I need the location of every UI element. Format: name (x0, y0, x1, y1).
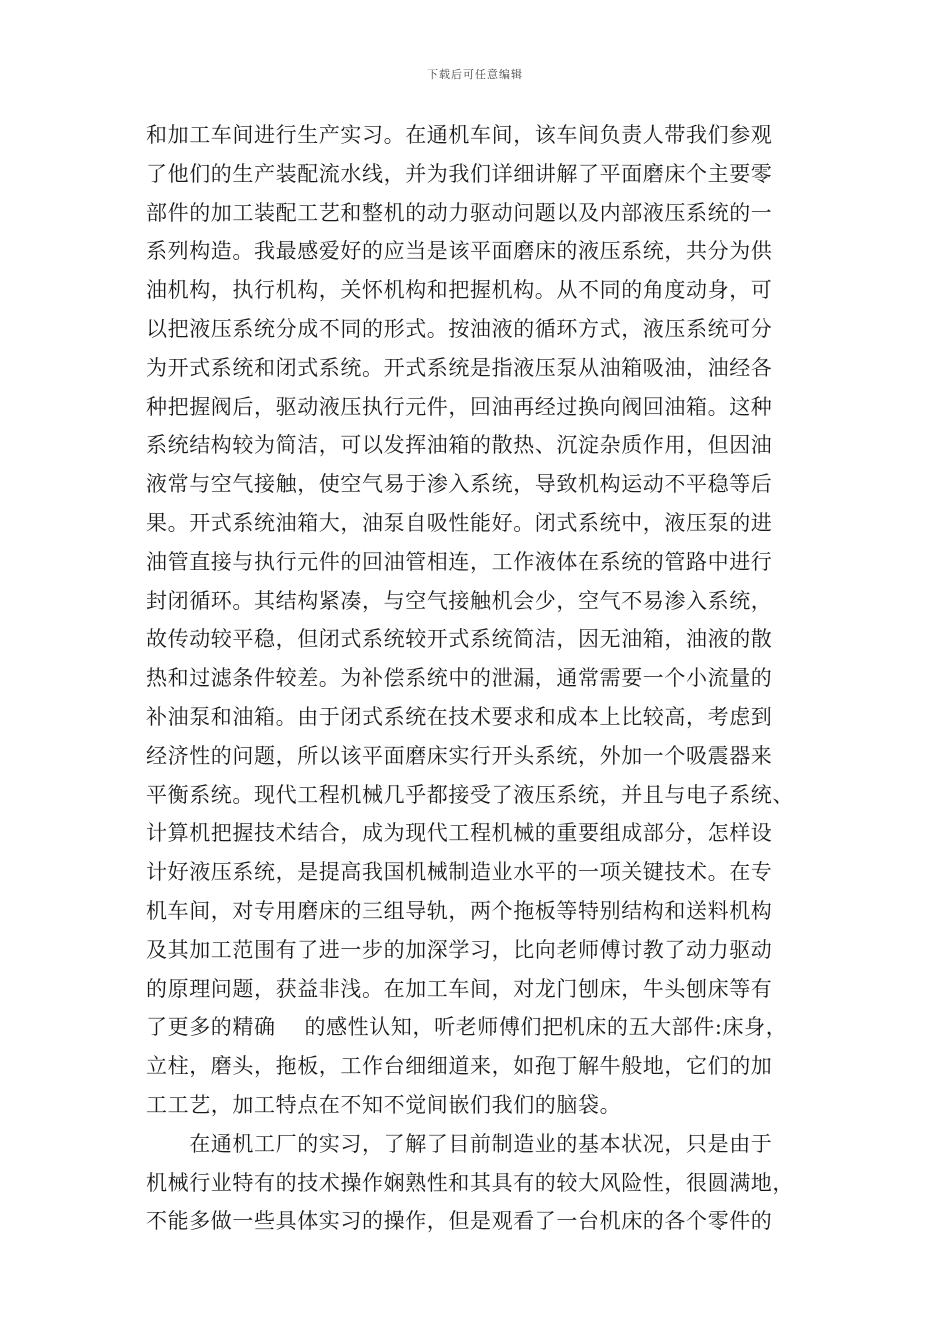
text-line: 的原理问题，获益非浅。在加工车间，对龙门刨床，牛头刨床等有 (146, 976, 773, 1001)
text-line: 系统结构较为简洁，可以发挥油箱的散热、沉淀杂质作用，但因油 (146, 433, 773, 458)
text-line: 平衡系统。现代工程机械几乎都接受了液压系统，并且与电子系统、 (146, 782, 794, 807)
text-line: 机械行业特有的技术操作娴熟性和其具有的较大风险性，很圆满地， (146, 1170, 794, 1195)
text-line: 经济性的问题，所以该平面磨床实行开头系统，外加一个吸震器来 (146, 743, 773, 768)
text-line: 在通机工厂的实习，了解了目前制造业的基本状况，只是由于 (146, 1131, 773, 1156)
text-line: 了他们的生产装配流水线，并为我们详细讲解了平面磨床个主要零 (146, 161, 773, 186)
text-line: 计算机把握技术结合，成为现代工程机械的重要组成部分，怎样设 (146, 821, 773, 846)
text-line: 液常与空气接触，使空气易于渗入系统，导致机构运动不平稳等后 (146, 472, 773, 497)
text-line: 以把液压系统分成不同的形式。按油液的循环方式，液压系统可分 (146, 316, 773, 341)
text-line: 系列构造。我最感爱好的应当是该平面磨床的液压系统，共分为供 (146, 239, 773, 264)
text-line: 油管直接与执行元件的回油管相连，工作液体在系统的管路中进行 (146, 549, 773, 574)
text-line: 不能多做一些具体实习的操作，但是观看了一台机床的各个零件的 (146, 1209, 773, 1234)
page-header: 下载后可任意编辑 (427, 68, 523, 81)
text-line: 封闭循环。其结构紧凑，与空气接触机会少，空气不易渗入系统， (146, 588, 773, 613)
text-line: 补油泵和油箱。由于闭式系统在技术要求和成本上比较高，考虑到 (146, 704, 773, 729)
text-line: 为开式系统和闭式系统。开式系统是指液压泵从油箱吸油，油经各 (146, 355, 773, 380)
text-line: 部件的加工装配工艺和整机的动力驱动问题以及内部液压系统的一 (146, 200, 773, 225)
text-line: 故传动较平稳，但闭式系统较开式系统简洁，因无油箱，油液的散 (146, 627, 773, 652)
text-line: 计好液压系统，是提高我国机械制造业水平的一项关键技术。在专 (146, 860, 773, 885)
text-line: 机车间，对专用磨床的三组导轨，两个拖板等特别结构和送料机构 (146, 898, 773, 923)
text-line: 立柱，磨头，拖板，工作台细细道来，如孢丁解牛般地，它们的加 (146, 1054, 773, 1079)
text-line: 及其加工范围有了进一步的加深学习，比向老师傅讨教了动力驱动 (146, 937, 773, 962)
body-text (146, 116, 816, 1241)
text-line: 果。开式系统油箱大，油泵自吸性能好。闭式系统中，液压泵的进 (146, 510, 773, 535)
text-line: 和加工车间进行生产实习。在通机车间，该车间负责人带我们参观 (146, 123, 773, 147)
text-line: 了更多的精确 的感性认知，听老师傅们把机床的五大部件:床身， (146, 1015, 788, 1040)
text-line: 油机构，执行机构，关怀机构和把握机构。从不同的角度动身，可 (146, 278, 773, 303)
text-line: 种把握阀后，驱动液压执行元件，回油再经过换向阀回油箱。这种 (146, 394, 773, 419)
text-line: 工工艺，加工特点在不知不觉间嵌们我们的脑袋。 (146, 1092, 622, 1117)
text-line: 热和过滤条件较差。为补偿系统中的泄漏，通常需要一个小流量的 (146, 666, 773, 691)
